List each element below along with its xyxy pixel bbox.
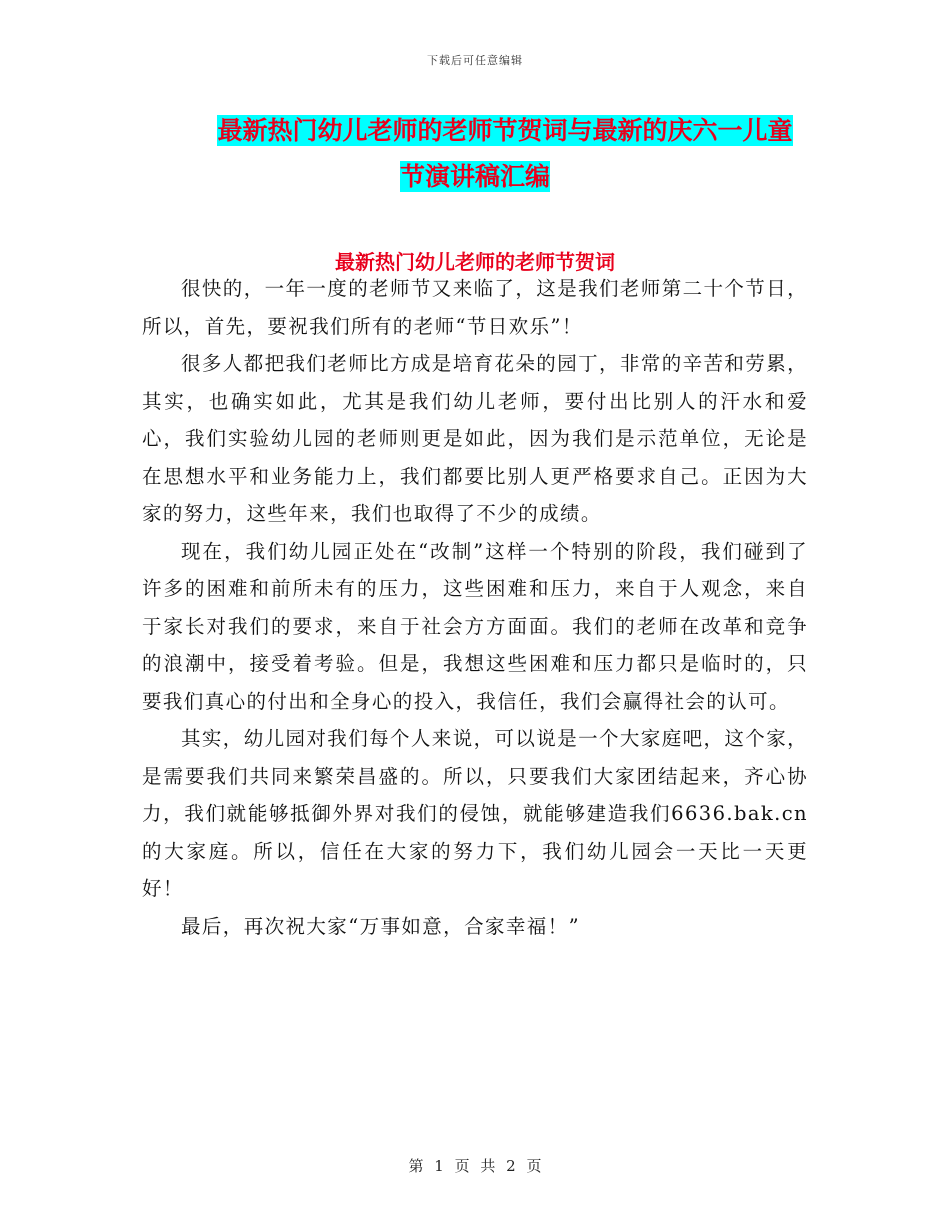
document-title — [0, 108, 950, 200]
body-text — [142, 270, 808, 945]
paragraph-1: 很快的，一年一度的老师节又来临了，这是我们老师第二十个节日，所以，首先，要祝我们所有的老师“节日欢乐”！ — [142, 277, 809, 338]
paragraph-4: 其实，幼儿园对我们每个人来说，可以说是一个大家庭吧，这个家，是需要我们共同来繁荣昌盛的。所以，只要我们大家团结起来，齐心协力，我们就能够抵御外界对我们的侵蚀，就能够建造我们6636.bak.cn的大家庭。所以，信任在大家的努力下，我们幼儿园会一天比一天更好！ — [142, 727, 809, 900]
title-line-2: 节演讲稿汇编 — [399, 162, 550, 191]
header-note: 下载后可任意编辑 — [427, 54, 523, 67]
paragraph-5: 最后，再次祝大家“万事如意，合家幸福！” — [181, 914, 580, 938]
title-line-1: 最新热门幼儿老师的老师节贺词与最新的庆六一儿童 — [217, 116, 793, 145]
section-title: 最新热门幼儿老师的老师节贺词 — [335, 250, 615, 274]
paragraph-2: 很多人都把我们老师比方成是培育花朵的园丁，非常的辛苦和劳累，其实，也确实如此，尤其是我们幼儿老师，要付出比别人的汗水和爱心，我们实验幼儿园的老师则更是如此，因为我们是示范单位，无论是在思想水平和业务能力上，我们都要比别人更严格要求自己。正因为大家的努力，这些年来，我们也取得了不少的成绩。 — [142, 352, 809, 525]
paragraph-3: 现在，我们幼儿园正处在“改制”这样一个特别的阶段，我们碰到了许多的困难和前所未有的压力，这些困难和压力，来自于人观念，来自于家长对我们的要求，来自于社会方方面面。我们的老师在改革和竞争的浪潮中，接受着考验。但是，我想这些困难和压力都只是临时的，只要我们真心的付出和全身心的投入，我信任，我们会赢得社会的认可。 — [142, 539, 808, 713]
page-number-footer: 第 1 页 共 2 页 — [408, 1157, 542, 1175]
